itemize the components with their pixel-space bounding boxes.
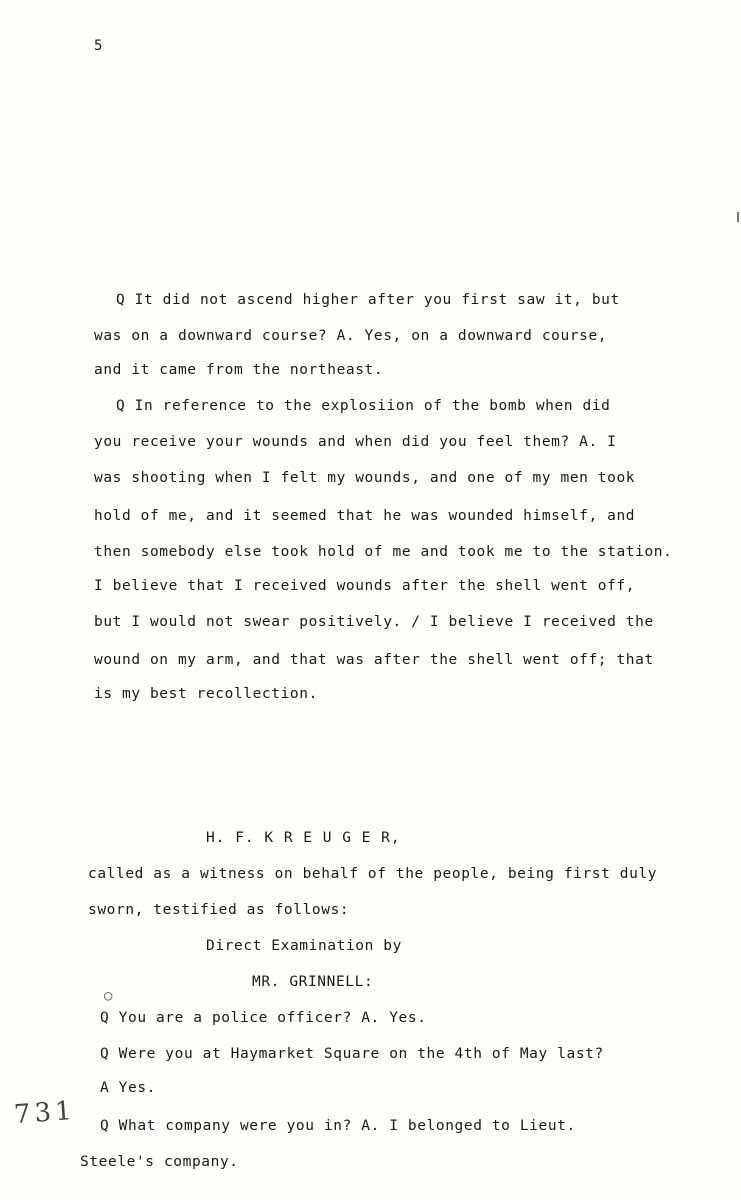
page-number: 5: [94, 38, 103, 54]
witness-intro-line: sworn, testified as follows:: [88, 902, 350, 918]
testimony-line: I believe that I received wounds after the shell went off,: [94, 578, 636, 594]
handwritten-margin-note: 731: [13, 1095, 77, 1131]
edge-mark: [737, 212, 739, 222]
testimony-line: Q In reference to the explosiion of the bomb when did: [116, 398, 611, 414]
qa-line: Q You are a police officer? A. Yes.: [100, 1010, 427, 1026]
testimony-line: was shooting when I felt my wounds, and one of my men took: [94, 470, 636, 486]
testimony-line: you receive your wounds and when did you feel them? A. I: [94, 434, 617, 450]
testimony-line: was on a downward course? A. Yes, on a downward course,: [94, 328, 608, 344]
testimony-line: hold of me, and it seemed that he was wounded himself, and: [94, 508, 636, 524]
examiner-name: MR. GRINNELL:: [252, 974, 374, 990]
qa-line: Steele's company.: [80, 1154, 239, 1170]
testimony-line: Q It did not ascend higher after you first saw it, but: [116, 292, 620, 308]
qa-line: A Yes.: [100, 1080, 156, 1096]
testimony-line: wound on my arm, and that was after the shell went off; that: [94, 652, 654, 668]
testimony-line: but I would not swear positively. / I believe I received the: [94, 614, 654, 630]
qa-line: Q Were you at Haymarket Square on the 4th of May last?: [100, 1046, 604, 1062]
witness-intro-line: called as a witness on behalf of the people, being first duly: [88, 866, 658, 882]
stray-pen-mark: ○: [104, 988, 113, 1004]
witness-heading: H. F. K R E U G E R,: [206, 830, 401, 846]
testimony-line: is my best recollection.: [94, 686, 318, 702]
exam-heading: Direct Examination by: [206, 938, 402, 954]
testimony-line: and it came from the northeast.: [94, 362, 384, 378]
qa-line: Q What company were you in? A. I belonged to Lieut.: [100, 1118, 576, 1134]
testimony-line: then somebody else took hold of me and took me to the station.: [94, 544, 673, 560]
